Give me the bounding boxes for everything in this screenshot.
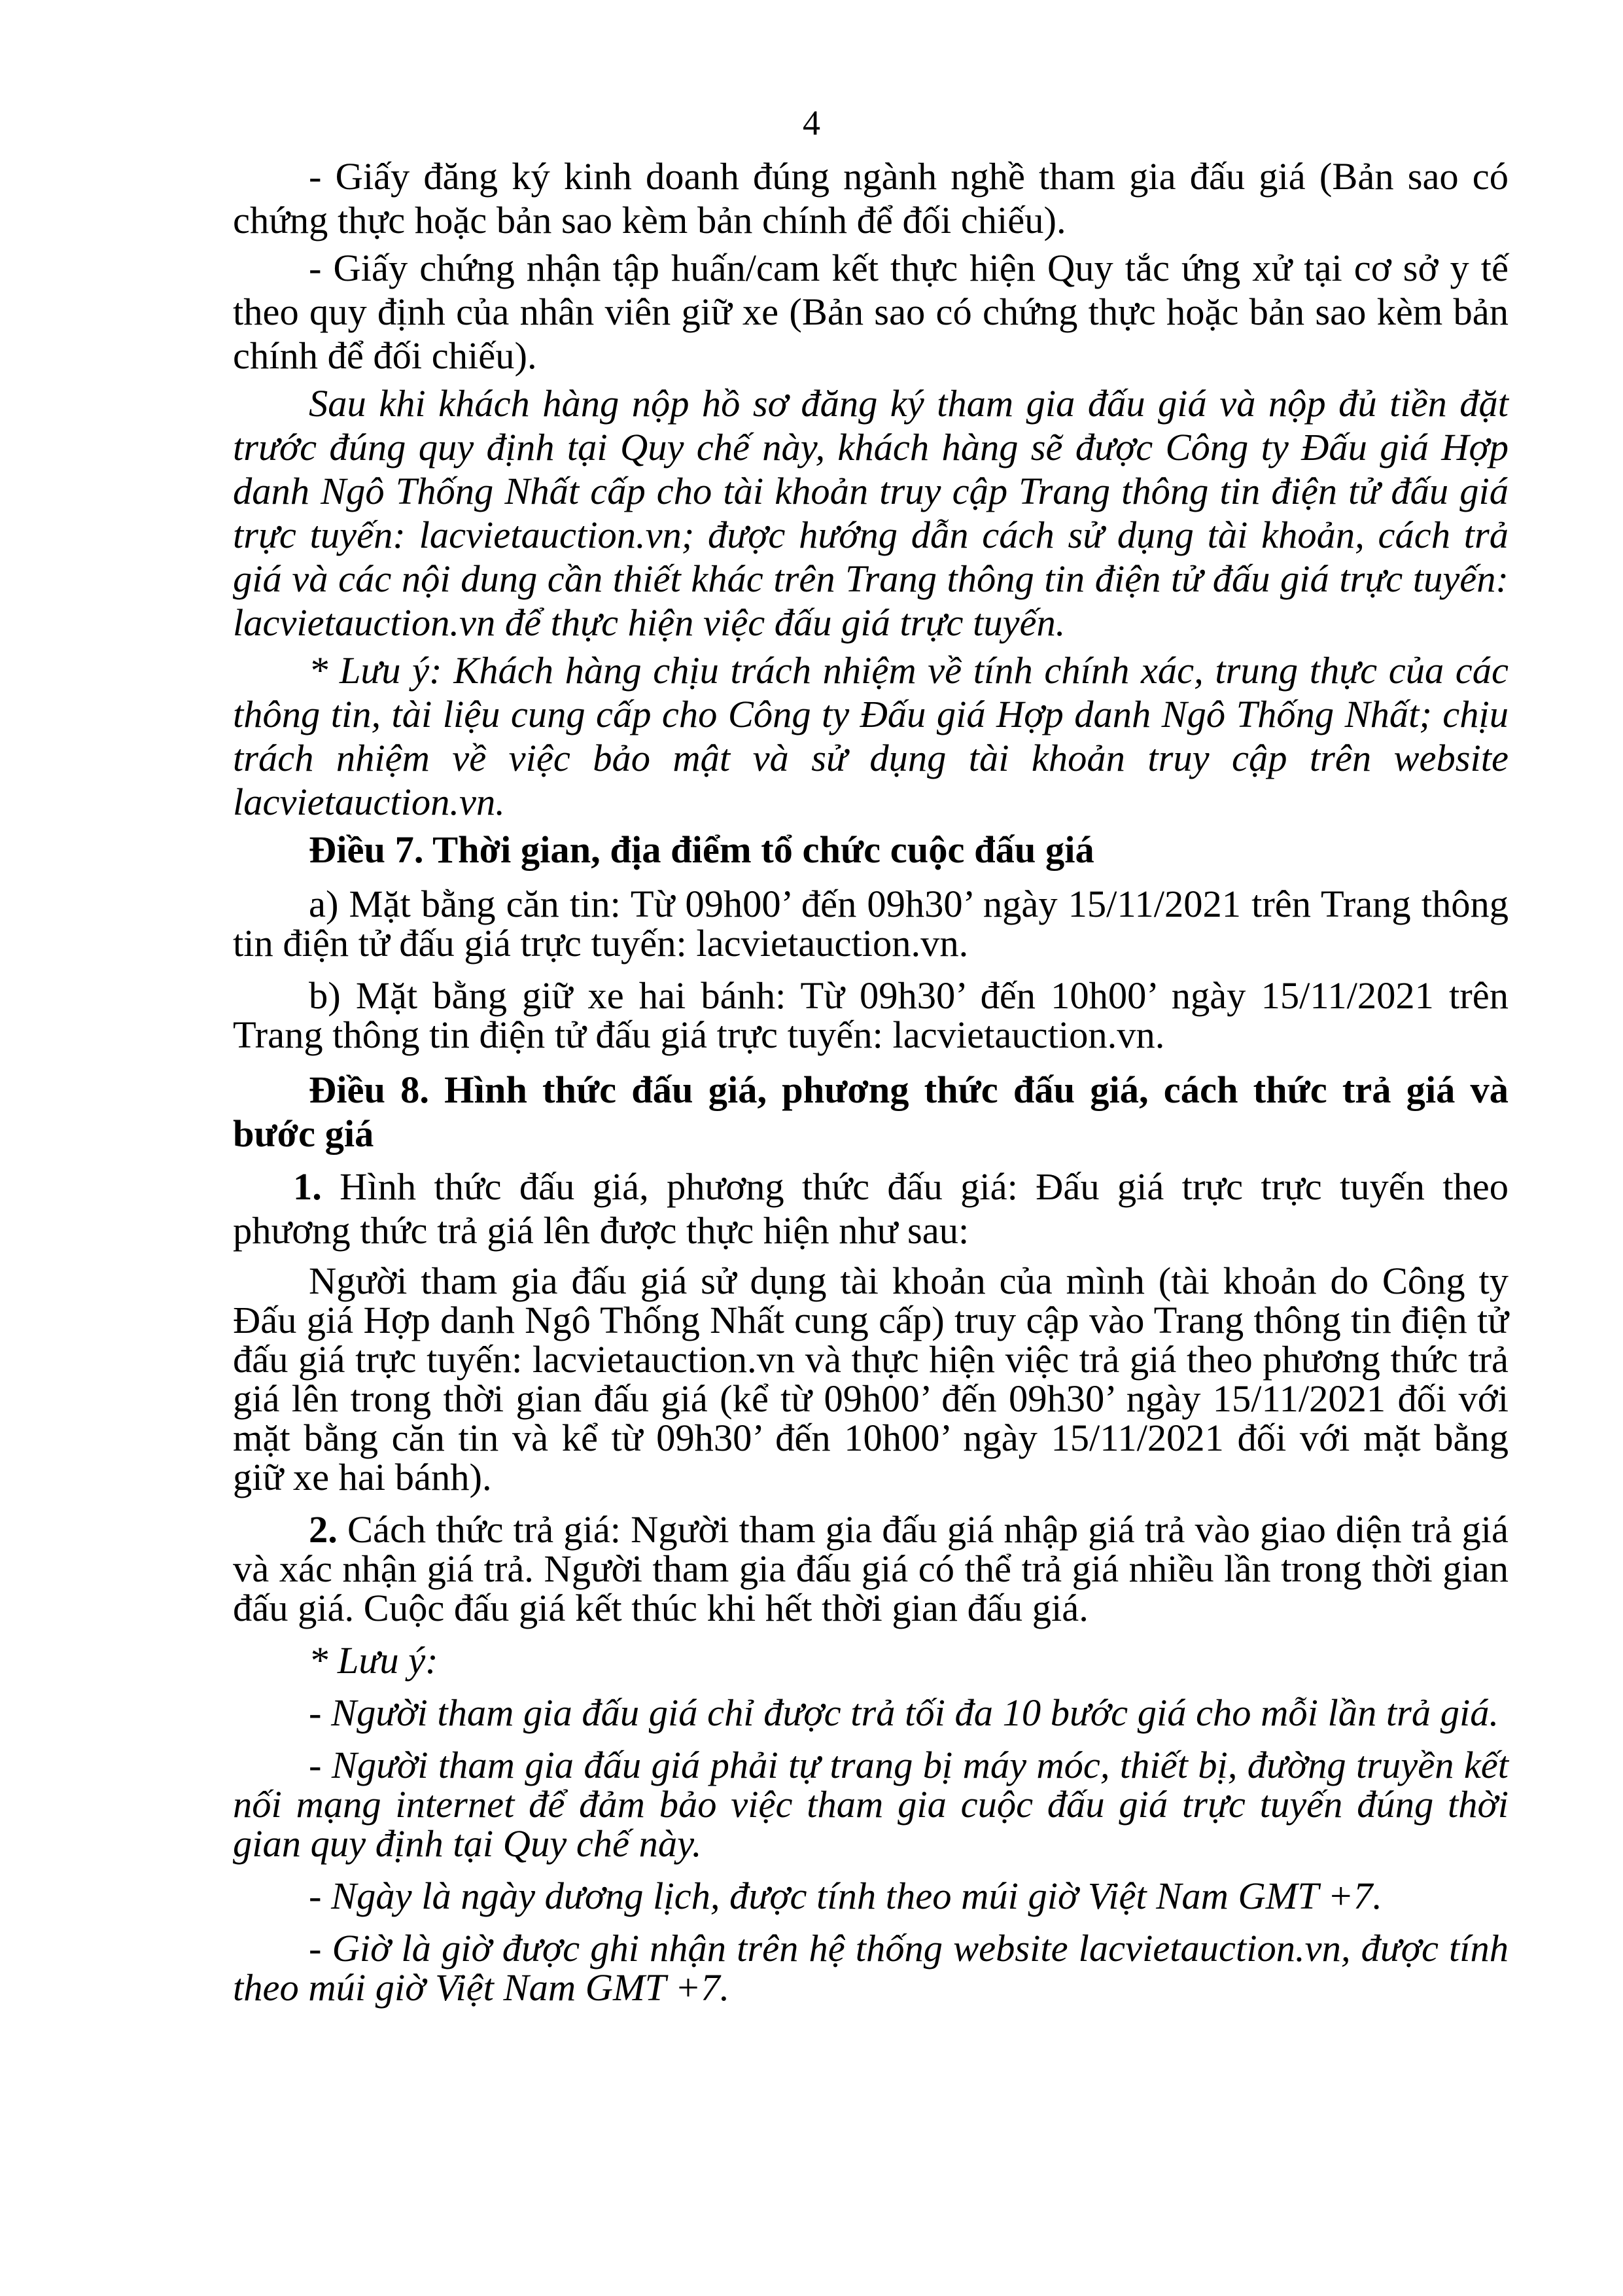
item-1-text: Hình thức đấu giá, phương thức đấu giá: Đấu giá trực trực tuyến theo phương thức trả giá lên được thực hiện như sau:: [233, 1165, 1509, 1252]
responsibility-note: * Lưu ý: Khách hàng chịu trách nhiệm về tính chính xác, trung thực của các thông tin, tài liệu cung cấp cho Công ty Đấu giá Hợp danh Ngô Thống Nhất; chịu trách nhiệm về việc bảo mật và sử dụng tài khoản truy cập trên website lacvietauction.vn.: [233, 649, 1509, 823]
article-8-item-2: [233, 1510, 1509, 1628]
article-7-heading: Điều 7. Thời gian, địa điểm tổ chức cuộc đấu giá: [309, 828, 1094, 871]
article-7-item-a: a) Mặt bằng căn tin: Từ 09h00’ đến 09h30’ ngày 15/11/2021 trên Trang thông tin điện tử đấu giá trực tuyến: lacvietauction.vn.: [233, 883, 1509, 964]
article-8-note-title: * Lưu ý:: [309, 1639, 438, 1682]
article-8-item-1-detail: Người tham gia đấu giá sử dụng tài khoản của mình (tài khoản do Công ty Đấu giá Hợp danh Ngô Thống Nhất cung cấp) truy cập vào Trang thông tin điện tử đấu giá trực tuyến: lacvietauction.vn và thực hiện việc trả giá theo phương thức trả giá lên trong thời gian đấu giá (kể từ 09h00’ đến 09h30’ ngày 15/11/2021 đối với mặt bằng căn tin và kể từ 09h30’ đến 10h00’ ngày 15/11/2021 đối với mặt bằng giữ xe hai bánh).: [233, 1260, 1509, 1498]
article-7-item-b: b) Mặt bằng giữ xe hai bánh: Từ 09h30’ đến 10h00’ ngày 15/11/2021 trên Trang thông tin điện tử đấu giá trực tuyến: lacvietauction.vn.: [233, 974, 1509, 1056]
item-2-number: 2.: [309, 1508, 338, 1551]
item-2-text: Cách thức trả giá: Người tham gia đấu giá nhập giá trả vào giao diện trả giá và xác nhận giá trả. Người tham gia đấu giá có thể trả giá nhiều lần trong thời gian đấu giá. Cuộc đấu giá kết thúc khi hết thời gian đấu giá.: [233, 1508, 1509, 1629]
requirement-business-license: - Giấy đăng ký kinh doanh đúng ngành nghề tham gia đấu giá (Bản sao có chứng thực hoặc bản sao kèm bản chính để đối chiếu).: [233, 155, 1509, 241]
article-8-note: - Người tham gia đấu giá chỉ được trả tối đa 10 bước giá cho mỗi lần trả giá.: [309, 1691, 1499, 1734]
account-access-paragraph: Sau khi khách hàng nộp hồ sơ đăng ký tham gia đấu giá và nộp đủ tiền đặt trước đúng quy định tại Quy chế này, khách hàng sẽ được Công ty Đấu giá Hợp danh Ngô Thống Nhất cấp cho tài khoản truy cập Trang thông tin điện tử đấu giá trực tuyến: lacvietauction.vn; được hướng dẫn cách sử dụng tài khoản, cách trả giá và các nội dung cần thiết khác trên Trang thông tin điện tử đấu giá trực tuyến: lacvietauction.vn để thực hiện việc đấu giá trực tuyến.: [233, 382, 1509, 644]
article-8-note: - Giờ là giờ được ghi nhận trên hệ thống website lacvietauction.vn, được tính theo múi giờ Việt Nam GMT +7.: [233, 1927, 1509, 2009]
article-8-item-1: [233, 1165, 1509, 1252]
article-8-note: - Người tham gia đấu giá phải tự trang bị máy móc, thiết bị, đường truyền kết nối mạng internet để đảm bảo việc tham gia cuộc đấu giá trực tuyến đúng thời gian quy định tại Quy chế này.: [233, 1744, 1509, 1865]
page-number: 4: [803, 103, 820, 143]
article-8-note: - Ngày là ngày dương lịch, được tính theo múi giờ Việt Nam GMT +7.: [309, 1875, 1382, 1917]
item-1-number: 1.: [293, 1165, 322, 1208]
requirement-training-certificate: - Giấy chứng nhận tập huấn/cam kết thực hiện Quy tắc ứng xử tại cơ sở y tế theo quy định của nhân viên giữ xe (Bản sao có chứng thực hoặc bản sao kèm bản chính để đối chiếu).: [233, 247, 1509, 377]
document-body: [233, 154, 1509, 2007]
article-8-heading: Điều 8. Hình thức đấu giá, phương thức đấu giá, cách thức trả giá và bước giá: [233, 1069, 1509, 1155]
